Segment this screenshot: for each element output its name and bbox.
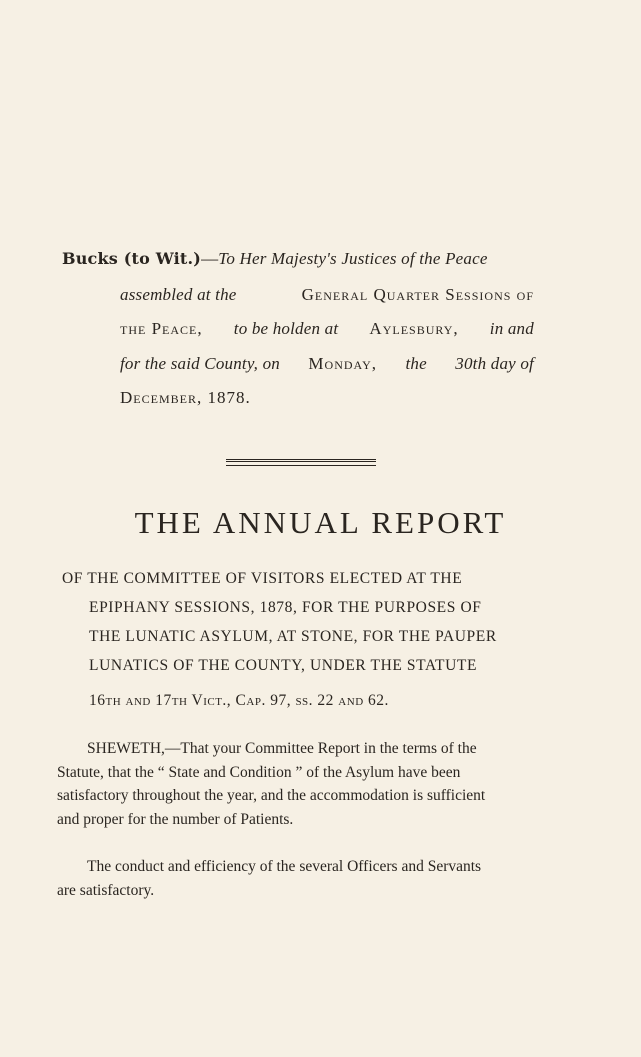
heading-line-3c: Aylesbury, xyxy=(369,319,459,338)
heading-line-4b: Monday, xyxy=(308,354,378,373)
subtitle-line-3: THE LUNATIC ASYLUM, AT STONE, FOR THE PAUPER xyxy=(89,628,497,645)
address-line-1: To Her Majesty's Justices of the Peace xyxy=(218,249,488,268)
heading-line-3d: in and xyxy=(489,319,534,338)
heading-line-2a: assembled at the xyxy=(120,285,237,304)
paragraph-line: are satisfactory. xyxy=(57,881,155,899)
heading-line-4d: 30th day of xyxy=(455,354,534,373)
heading-line-4c: the xyxy=(405,354,427,373)
county-name: Bucks (to Wit.) xyxy=(62,249,202,268)
paragraph-line: Statute, that the “ State and Condition ” of the Asylum have been xyxy=(57,763,461,781)
heading-line-3 xyxy=(120,319,534,339)
heading-line-2 xyxy=(120,285,534,305)
title-rule-single xyxy=(226,465,376,466)
heading-dash: — xyxy=(201,249,219,268)
paragraph-line: The conduct and efficiency of the several Officers and Servants xyxy=(87,858,482,875)
paragraph-line: satisfactory throughout the year, and the accommodation is sufficient xyxy=(57,787,486,804)
subtitle-line-2: EPIPHANY SESSIONS, 1878, FOR THE PURPOSES OF xyxy=(89,599,482,616)
subtitle-line-5: 16th and 17th Vict., Cap. 97, ss. 22 and 62. xyxy=(89,692,389,709)
paragraph-line: and proper for the number of Patients. xyxy=(57,810,294,828)
report-title: THE ANNUAL REPORT xyxy=(134,505,507,540)
subtitle-line-1: OF THE COMMITTEE OF VISITORS ELECTED AT THE xyxy=(62,570,463,587)
heading-line-4a: for the said County, on xyxy=(120,354,280,373)
paragraph-line: SHEWETH,—That your Committee Report in the terms of the xyxy=(87,740,477,757)
heading-line-3a: the Peace, xyxy=(120,319,203,338)
paragraph-sheweth xyxy=(57,737,533,831)
heading-line-3b: to be holden at xyxy=(233,319,339,338)
heading-line-5: December, 1878. xyxy=(120,388,251,407)
subtitle-line-4: LUNATICS OF THE COUNTY, UNDER THE STATUTE xyxy=(89,657,478,674)
paragraph-conduct xyxy=(57,855,533,902)
heading-line-2b: General Quarter Sessions of xyxy=(301,285,534,304)
heading-line-4 xyxy=(120,354,534,374)
heading-line-1 xyxy=(62,249,534,269)
